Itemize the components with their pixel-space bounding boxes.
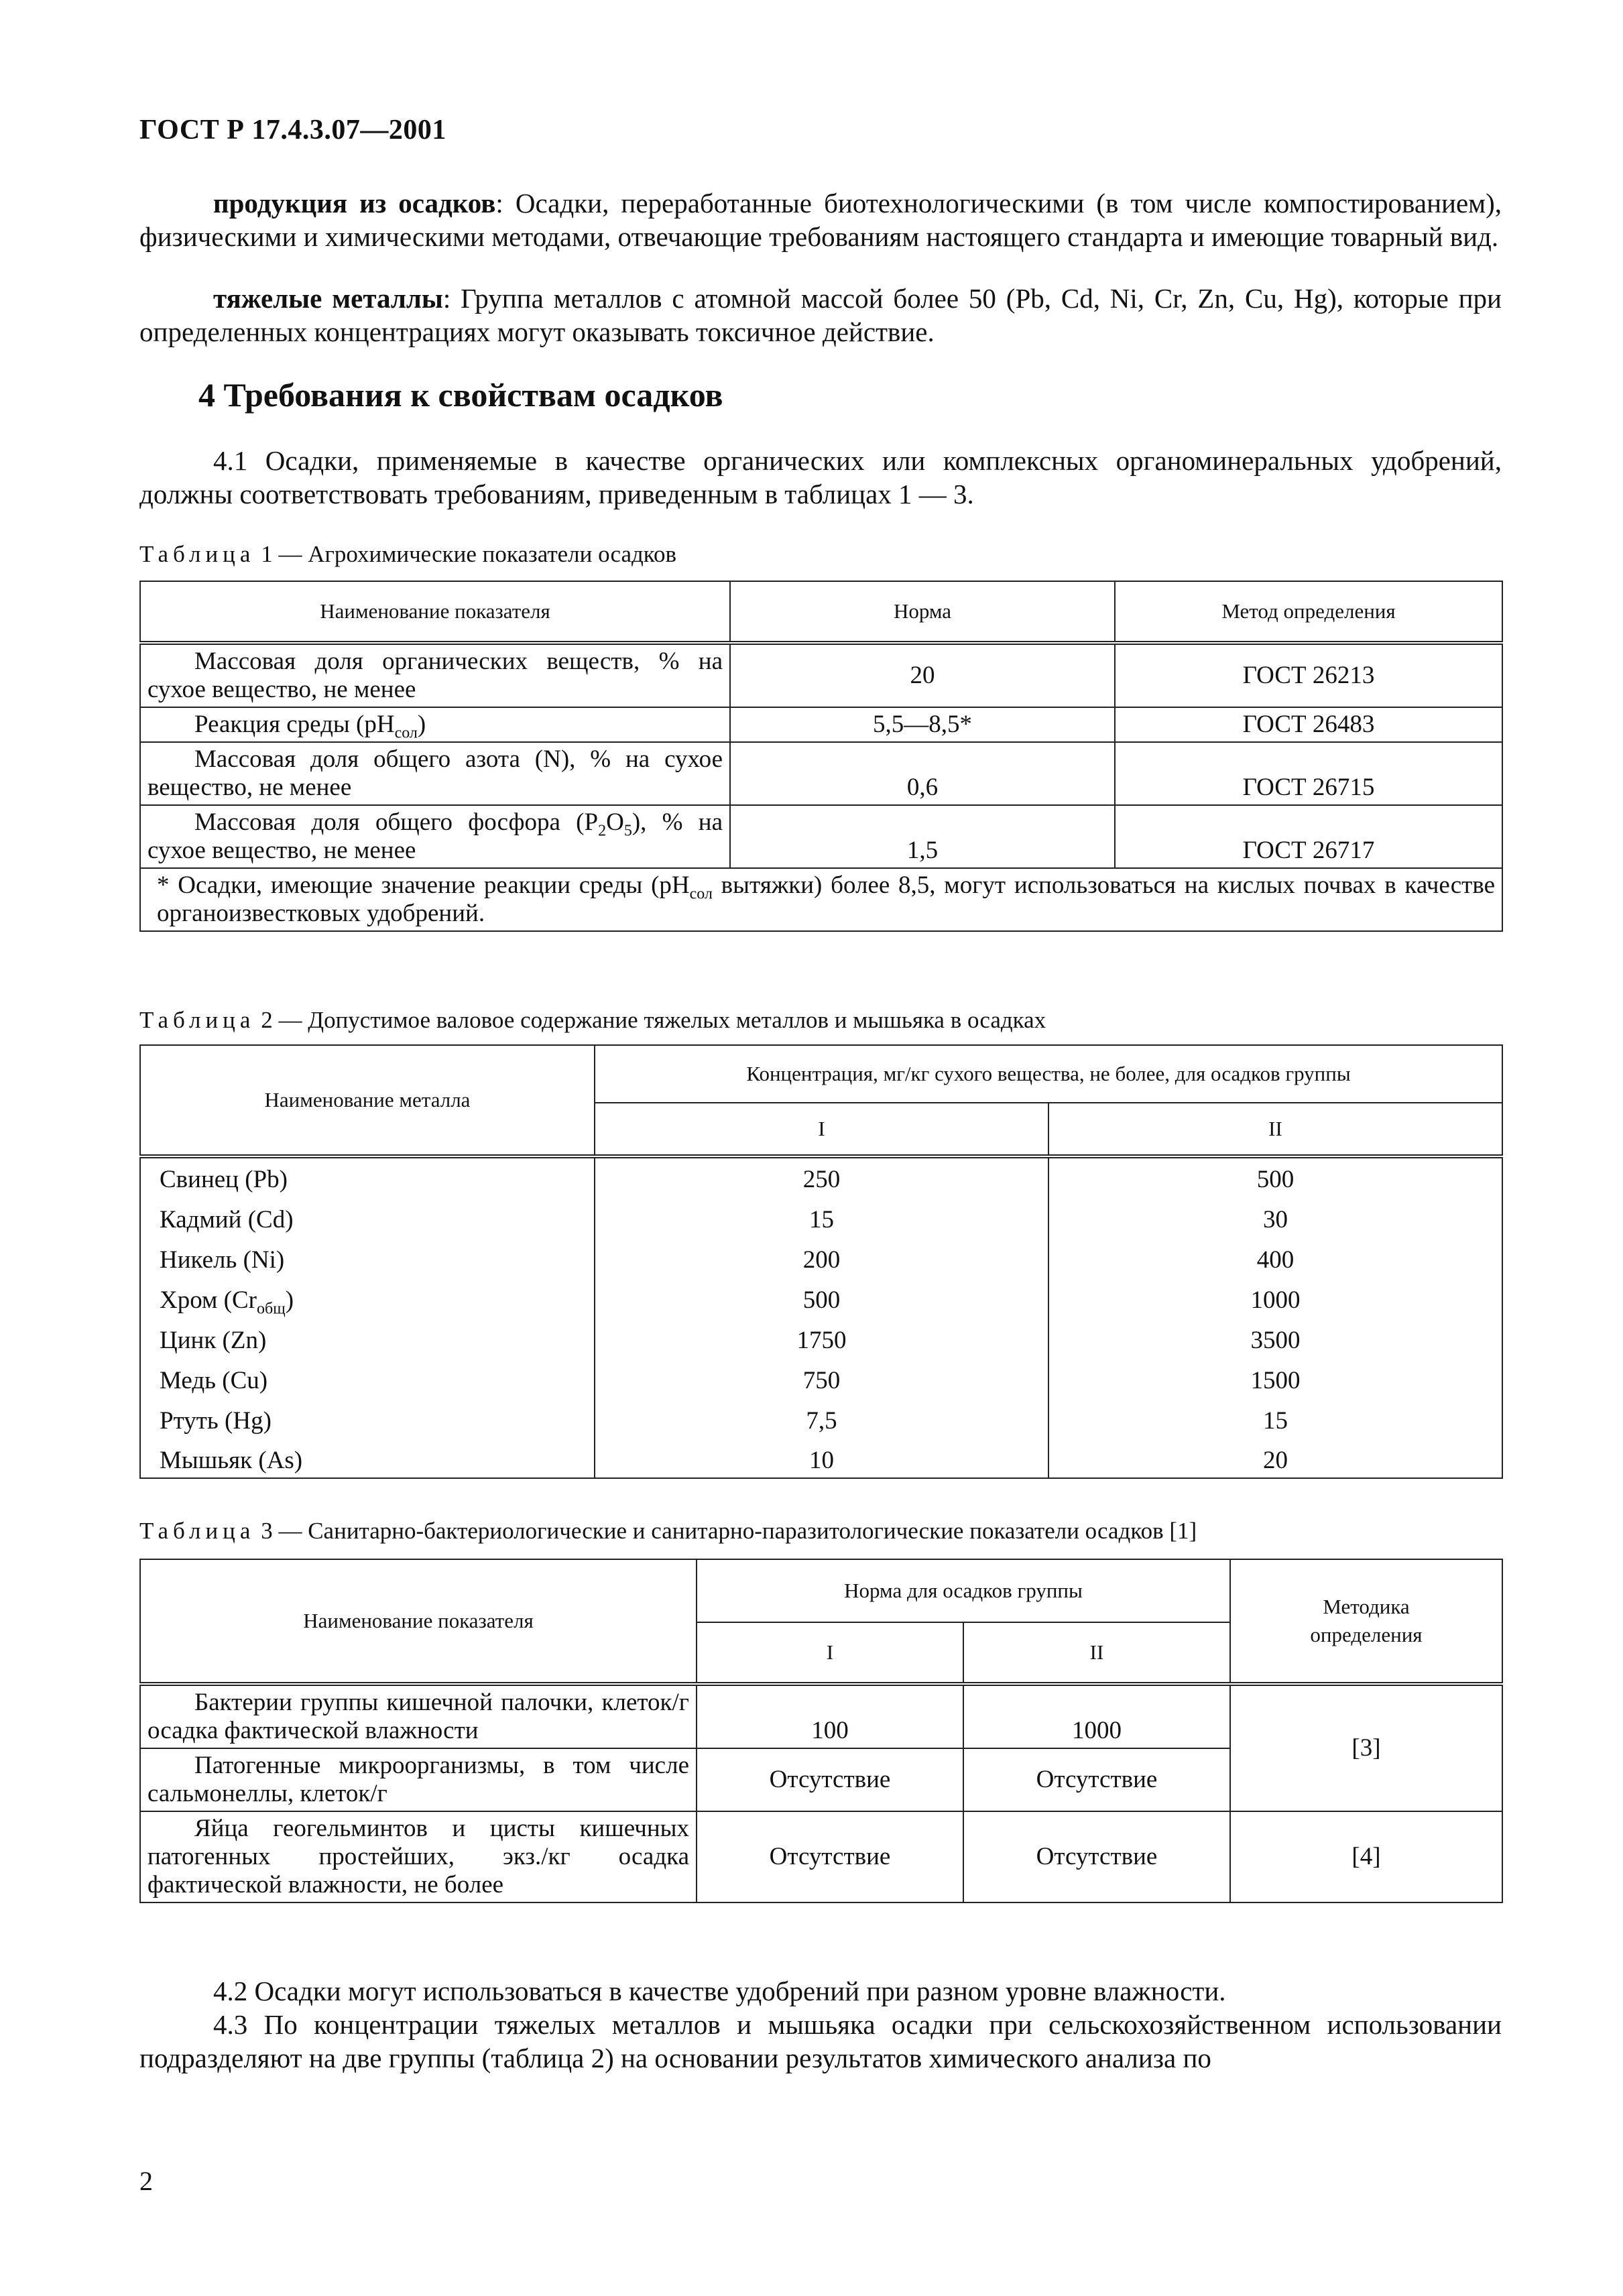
page-number: 2 xyxy=(139,2166,153,2196)
table1-header-norm: Норма xyxy=(730,581,1115,643)
table1-caption: Таблица 1 — Агрохимические показатели осадков xyxy=(139,541,677,567)
table3 xyxy=(139,1559,1503,1903)
table2-header-conc: Концентрация, мг/кг сухого вещества, не более, для осадков группы xyxy=(595,1045,1502,1103)
table-row: Хром $(Cr_{общ})$ 500 1000 xyxy=(140,1277,1502,1317)
table-row: Массовая доля органических веществ, % на сухое вещество, не менее 20 ГОСТ 26213 xyxy=(140,643,1502,707)
definition-term: продукция из осадков xyxy=(213,188,496,219)
table3-header-group2: II xyxy=(963,1622,1230,1684)
paragraph-4-2: 4.2 Осадки могут использоваться в качестве удобрений при разном уровне влажности. xyxy=(213,1976,1226,2006)
table3-header-norm: Норма для осадков группы xyxy=(697,1559,1230,1622)
table-row: Ртуть (Hg) 7,5 15 xyxy=(140,1398,1502,1438)
table3-header-method: Методика определения xyxy=(1230,1559,1502,1684)
document-page xyxy=(139,0,1502,2296)
table-row: Мышьяк (As) 10 20 xyxy=(140,1438,1502,1478)
document-code: ГОСТ Р 17.4.3.07—2001 xyxy=(139,115,446,145)
table-row: Бактерии группы кишечной палочки, клеток/г осадка фактической влажности 100 1000 [3] xyxy=(140,1684,1502,1748)
definition-term: тяжелые металлы xyxy=(213,283,443,314)
table1 xyxy=(139,581,1503,932)
table2-header-name: Наименование металла xyxy=(140,1045,595,1156)
table2-header-group2: II xyxy=(1048,1103,1502,1156)
table3-header-group1: I xyxy=(697,1622,963,1684)
definition-heavy-metals xyxy=(139,282,1502,349)
table-row: Яйца геогельминтов и цисты кишечных патогенных простейших, экз./кг осадка фактической влажности, не более Отсутствие Отсутствие [4] xyxy=(140,1811,1502,1902)
table-row: Кадмий (Cd) 15 30 xyxy=(140,1197,1502,1237)
table1-footnote: * Осадки, имеющие значение реакции среды ($pH_{сол}$ вытяжки) более 8,5, могут использоваться на кислых почвах в качестве органоизвестковых удобрений. xyxy=(140,868,1502,931)
table3-header-name: Наименование показателя xyxy=(140,1559,697,1684)
definition-text: : Группа металлов с атомной массой более 50 (Pb, Cd, Ni, Cr, Zn, Cu, Hg), которые при определенных концентрациях могут оказывать токсичное действие. xyxy=(139,283,1502,347)
section-title: 4 Требования к свойствам осадков xyxy=(198,376,723,414)
table1-header-name: Наименование показателя xyxy=(140,581,730,643)
definition-products xyxy=(139,186,1502,253)
table-row: Никель (Ni) 200 400 xyxy=(140,1237,1502,1277)
table-row: Цинк (Zn) 1750 3500 xyxy=(140,1317,1502,1357)
table-row: Массовая доля общего фосфора $(P_2O_5)$, % на сухое вещество, не менее 1,5 ГОСТ 26717 xyxy=(140,805,1502,868)
table1-header-method: Метод определения xyxy=(1115,581,1502,643)
table3-method-merged: [3] xyxy=(1230,1684,1502,1811)
table-row: Патогенные микроорганизмы, в том числе сальмонеллы, клеток/г Отсутствие Отсутствие xyxy=(140,1748,1502,1811)
table2-header-group1: I xyxy=(595,1103,1048,1156)
paragraph-4-1: 4.1 Осадки, применяемые в качестве органических или комплексных органоминеральных удобрений, должны соответствовать требованиям, приведенным в таблицах 1 — 3. xyxy=(139,445,1502,509)
table-row: Медь (Cu) 750 1500 xyxy=(140,1357,1502,1398)
paragraph-4-3: 4.3 По концентрации тяжелых металлов и мышьяка осадки при сельскохозяйственном использовании подразделяют на две группы (таблица 2) на основании результатов химического анализа по xyxy=(139,2009,1502,2073)
table2 xyxy=(139,1044,1503,1479)
table-row: Реакция среды $(pH_{сол})$ 5,5—8,5* ГОСТ 26483 xyxy=(140,707,1502,742)
definition-text: : Осадки, переработанные биотехнологическими (в том числе компостированием), физическими и химическими методами, отвечающие требованиям настоящего стандарта и имеющие товарный вид. xyxy=(139,188,1502,252)
table3-caption: Таблица 3 — Санитарно-бактериологические и санитарно-паразитологические показатели осадков [1] xyxy=(139,1518,1197,1544)
table2-caption: Таблица 2 — Допустимое валовое содержание тяжелых металлов и мышьяка в осадках xyxy=(139,1007,1046,1033)
table-row: Свинец (Pb) 250 500 xyxy=(140,1156,1502,1197)
table-row: Массовая доля общего азота (N), % на сухое вещество, не менее 0,6 ГОСТ 26715 xyxy=(140,742,1502,805)
